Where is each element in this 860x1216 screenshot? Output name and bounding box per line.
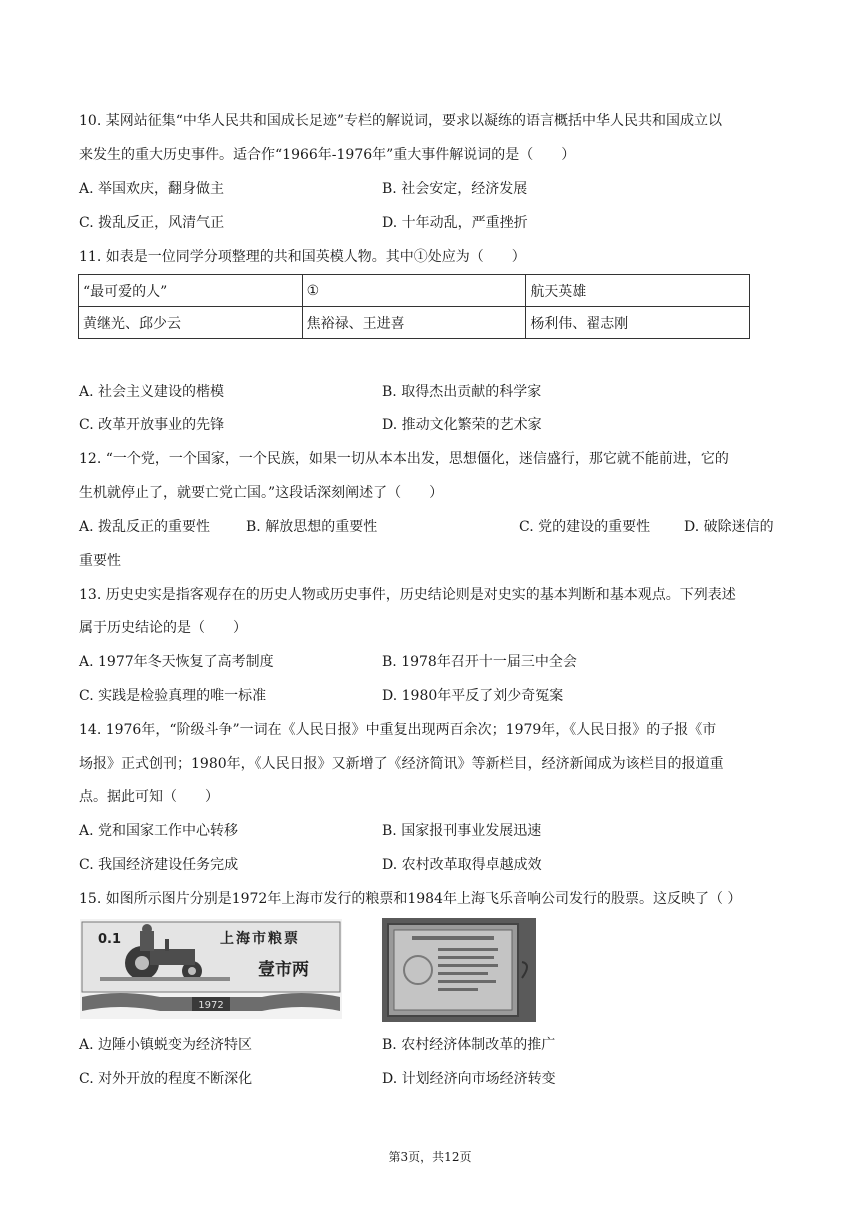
- grain-ticket-image: [80, 919, 342, 1019]
- q11-option-b: B. 取得杰出贡献的科学家: [382, 384, 542, 400]
- q11-option-d: D. 推动文化繁荣的艺术家: [382, 417, 542, 433]
- q14-stem-line2: 场报》正式创刊；1980年，《人民日报》又新增了《经济简讯》等新栏目，经济新闻成为该栏目的报道重: [79, 756, 724, 772]
- q11-option-c: C. 改革开放事业的先锋: [79, 417, 225, 433]
- q10-option-c: C. 拨乱反正，风清气正: [79, 215, 225, 231]
- q15-stem: 15. 如图所示图片分别是1972年上海市发行的粮票和1984年上海飞乐音响公司发行的股票。这反映了（ ）: [79, 891, 742, 907]
- q12-option-c: C. 党的建设的重要性: [519, 519, 651, 535]
- q13-option-d: D. 1980年平反了刘少奇冤案: [382, 688, 564, 704]
- q14-stem-line1: 14. 1976年，“阶级斗争”一词在《人民日报》中重复出现两百余次；1979年，《人民日报》的子报《市: [79, 722, 717, 738]
- ticket-denomination: 0.1: [98, 932, 122, 947]
- page-number-footer: 第3页，共12页: [388, 1150, 472, 1164]
- ticket-amount: 壹市两: [258, 960, 309, 980]
- q10-stem-line1: 10. 某网站征集“中华人民共和国成长足迹”专栏的解说词，要求以凝练的语言概括中华人民共和国成立以: [79, 113, 723, 129]
- q14-option-a: A. 党和国家工作中心转移: [79, 823, 239, 839]
- q12-option-b: B. 解放思想的重要性: [246, 519, 378, 535]
- ticket-title: 上海市粮票: [220, 931, 300, 947]
- q13-option-c: C. 实践是检验真理的唯一标准: [79, 688, 267, 704]
- q14-option-b: B. 国家报刊事业发展迅速: [382, 823, 542, 839]
- table-cell: 黄继光、邱少云: [79, 307, 303, 339]
- q12-option-d-continued: 重要性: [79, 553, 121, 569]
- q14-stem-line3: 点。据此可知（ ）: [79, 789, 219, 805]
- q10-option-a: A. 举国欢庆，翻身做主: [79, 181, 225, 197]
- table-cell: 航天英雄: [526, 275, 750, 307]
- table-row: [79, 307, 750, 339]
- q12-option-a: A. 拨乱反正的重要性: [79, 519, 211, 535]
- table-cell: “最可爱的人”: [79, 275, 303, 307]
- q14-option-c: C. 我国经济建设任务完成: [79, 857, 239, 873]
- q13-stem-line1: 13. 历史史实是指客观存在的历史人物或历史事件，历史结论则是对史实的基本判断和基本观点。下列表述: [79, 587, 736, 603]
- stock-certificate-image: [382, 918, 536, 1022]
- q13-stem-line2: 属于历史结论的是（ ）: [79, 620, 247, 636]
- table-cell: 焦裕禄、王进喜: [302, 307, 526, 339]
- q12-stem-line2: 生机就停止了，就要亡党亡国。”这段话深刻阐述了（ ）: [79, 485, 444, 501]
- q13-option-b: B. 1978年召开十一届三中全会: [382, 654, 577, 670]
- q15-option-a: A. 边陲小镇蜕变为经济特区: [79, 1037, 253, 1053]
- q12-option-d: D. 破除迷信的: [684, 519, 774, 535]
- q10-option-d: D. 十年动乱，严重挫折: [382, 215, 528, 231]
- q14-option-d: D. 农村改革取得卓越成效: [382, 857, 542, 873]
- q11-stem: 11. 如表是一位同学分项整理的共和国英模人物。其中①处应为（ ）: [79, 249, 526, 265]
- q10-stem-line2: 来发生的重大历史事件。适合作“1966年-1976年”重大事件解说词的是（ ）: [79, 147, 576, 163]
- q10-option-b: B. 社会安定，经济发展: [382, 181, 528, 197]
- ticket-year: 1972: [198, 1000, 224, 1011]
- heroes-table: [78, 274, 750, 339]
- q13-option-a: A. 1977年冬天恢复了高考制度: [79, 654, 274, 670]
- q11-option-a: A. 社会主义建设的楷模: [79, 384, 225, 400]
- table-cell: 杨利伟、翟志刚: [526, 307, 750, 339]
- q12-stem-line1: 12. “一个党，一个国家，一个民族，如果一切从本本出发，思想僵化，迷信盛行，那它就不能前进，它的: [79, 451, 729, 467]
- q15-option-c: C. 对外开放的程度不断深化: [79, 1071, 253, 1087]
- q15-option-d: D. 计划经济向市场经济转变: [382, 1071, 556, 1087]
- table-cell: ①: [302, 275, 526, 307]
- q15-option-b: B. 农村经济体制改革的推广: [382, 1037, 556, 1053]
- table-header-row: [79, 275, 750, 307]
